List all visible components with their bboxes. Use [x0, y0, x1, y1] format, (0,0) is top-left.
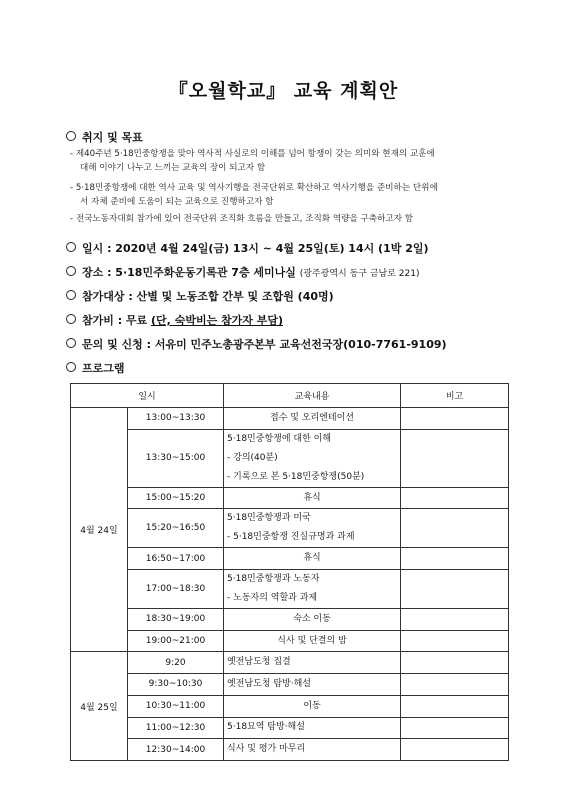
- content-line: 옛전남도청 집결: [227, 657, 291, 668]
- section-program: [66, 360, 125, 376]
- time-cell: 15:00~15:20: [128, 487, 224, 509]
- note-cell: [401, 570, 509, 609]
- table-row: [71, 548, 509, 570]
- content-line: - 강의(40분): [227, 452, 278, 463]
- schedule-table: [70, 383, 509, 761]
- circle-bullet-icon: [66, 131, 76, 141]
- bullet-line: 서 자체 준비에 도움이 되는 교육으로 진행하고자 함: [80, 197, 274, 207]
- note-cell: [401, 717, 509, 739]
- content-line: - 5·18민중항쟁 진실규명과 과제: [227, 532, 355, 543]
- note-cell: [401, 695, 509, 717]
- purpose-bullet-1: [70, 147, 525, 175]
- table-row: [71, 487, 509, 509]
- table-row: [71, 695, 509, 717]
- header-content: 교육내용: [224, 384, 401, 408]
- content-line: 5·18묘역 탐방·해설: [227, 722, 305, 733]
- fee-text: 참가비 : 무료: [82, 314, 152, 327]
- note-cell: [401, 548, 509, 570]
- purpose-bullet-2: [70, 181, 525, 209]
- time-cell: 12:30~14:00: [128, 739, 224, 761]
- header-datetime: 일시: [71, 384, 224, 408]
- content-cell: [224, 548, 401, 570]
- page-title: 『오월학교』 교육 계획안: [168, 80, 399, 102]
- table-row: [71, 652, 509, 674]
- content-line: 휴식: [303, 492, 321, 503]
- table-row: [71, 674, 509, 696]
- time-cell: 9:20: [128, 652, 224, 674]
- content-line: 옛전남도청 탐방·해설: [227, 678, 311, 689]
- time-cell: 10:30~11:00: [128, 695, 224, 717]
- bullet-line: 대해 이야기 나누고 느끼는 교육의 장이 되고자 함: [80, 163, 266, 173]
- program-heading: 프로그램: [82, 362, 125, 375]
- content-line: - 기록으로 본 5·18민중항쟁(50분): [227, 471, 365, 482]
- note-cell: [401, 509, 509, 548]
- content-cell: [224, 570, 401, 609]
- section-contact: [66, 336, 447, 352]
- time-cell: 16:50~17:00: [128, 548, 224, 570]
- section-purpose: [66, 129, 143, 145]
- circle-bullet-icon: [66, 362, 76, 372]
- content-cell: [224, 429, 401, 487]
- note-cell: [401, 609, 509, 631]
- table-row: [71, 509, 509, 548]
- table-row: [71, 570, 509, 609]
- table-header-row: [71, 384, 509, 408]
- content-line: - 노동자의 역할과 과제: [227, 593, 318, 604]
- content-line: 접수 및 오리엔테이션: [270, 412, 354, 423]
- time-cell: 13:30~15:00: [128, 429, 224, 487]
- bullet-line: - 5·18민중항쟁에 대한 역사 교육 및 역사기행을 전국단위로 확산하고 역사기행을 준비하는 단위에: [70, 183, 438, 193]
- table-row: [71, 717, 509, 739]
- note-cell: [401, 674, 509, 696]
- time-cell: 9:30~10:30: [128, 674, 224, 696]
- section-fee: [66, 312, 283, 328]
- time-cell: 11:00~12:30: [128, 717, 224, 739]
- time-cell: 13:00~13:30: [128, 408, 224, 430]
- purpose-bullet-3: [70, 212, 525, 226]
- contact-text: 문의 및 신청 : 서유미 민주노총광주본부 교육선전국장(010-7761-9109): [82, 338, 447, 351]
- content-line: 식사 및 평가 마무리: [227, 744, 306, 755]
- section-date: [66, 240, 429, 256]
- place-text: 장소 : 5·18민주화운동기록관 7층 세미나실: [82, 266, 296, 279]
- circle-bullet-icon: [66, 266, 76, 276]
- time-cell: 17:00~18:30: [128, 570, 224, 609]
- content-cell: [224, 652, 401, 674]
- time-cell: 15:20~16:50: [128, 509, 224, 548]
- header-note: 비고: [401, 384, 509, 408]
- table-row: [71, 739, 509, 761]
- content-line: 휴식: [303, 553, 321, 564]
- circle-bullet-icon: [66, 242, 76, 252]
- note-cell: [401, 630, 509, 652]
- content-line: 5·18민중항쟁과 미국: [227, 513, 311, 524]
- content-cell: [224, 509, 401, 548]
- content-line: 5·18민중항쟁에 대한 이해: [227, 433, 332, 444]
- section-target: [66, 288, 334, 304]
- circle-bullet-icon: [66, 314, 76, 324]
- note-cell: [401, 408, 509, 430]
- note-cell: [401, 487, 509, 509]
- circle-bullet-icon: [66, 338, 76, 348]
- content-cell: [224, 674, 401, 696]
- note-cell: [401, 652, 509, 674]
- table-row: [71, 429, 509, 487]
- table-row: [71, 408, 509, 430]
- time-cell: 18:30~19:00: [128, 609, 224, 631]
- target-text: 참가대상 : 산별 및 노동조합 간부 및 조합원 (40명): [82, 290, 334, 303]
- content-cell: [224, 739, 401, 761]
- table-row: [71, 630, 509, 652]
- content-cell: [224, 717, 401, 739]
- bullet-line: - 제40주년 5·18민중항쟁을 맞아 역사적 사실로의 이해를 넘어 항쟁이 갖는 의미와 현재의 교훈에: [70, 149, 435, 159]
- time-cell: 19:00~21:00: [128, 630, 224, 652]
- content-line: 이동: [303, 700, 321, 711]
- content-line: 숙소 이동: [293, 613, 331, 624]
- date-text: 일시 : 2020년 4월 24일(금) 13시 ~ 4월 25일(토) 14시 (1박 2일): [82, 242, 429, 255]
- content-cell: [224, 609, 401, 631]
- day-cell: 4월 24일: [71, 408, 128, 652]
- content-line: 식사 및 단결의 밤: [277, 635, 347, 646]
- fee-note: (단, 숙박비는 참가자 부담): [151, 314, 284, 327]
- bullet-line: - 전국노동자대회 참가에 있어 전국단위 조직화 흐름을 만들고, 조직화 역량을 구축하고자 함: [70, 214, 414, 224]
- purpose-heading: 취지 및 목표: [82, 131, 143, 144]
- note-cell: [401, 429, 509, 487]
- content-cell: [224, 630, 401, 652]
- section-place: [66, 264, 419, 280]
- content-cell: [224, 695, 401, 717]
- content-line: 5·18민중항쟁과 노동자: [227, 574, 320, 585]
- circle-bullet-icon: [66, 290, 76, 300]
- table-row: [71, 609, 509, 631]
- content-cell: [224, 487, 401, 509]
- day-cell: 4월 25일: [71, 652, 128, 760]
- content-cell: [224, 408, 401, 430]
- place-address: (광주광역시 동구 금남로 221): [299, 269, 420, 279]
- note-cell: [401, 739, 509, 761]
